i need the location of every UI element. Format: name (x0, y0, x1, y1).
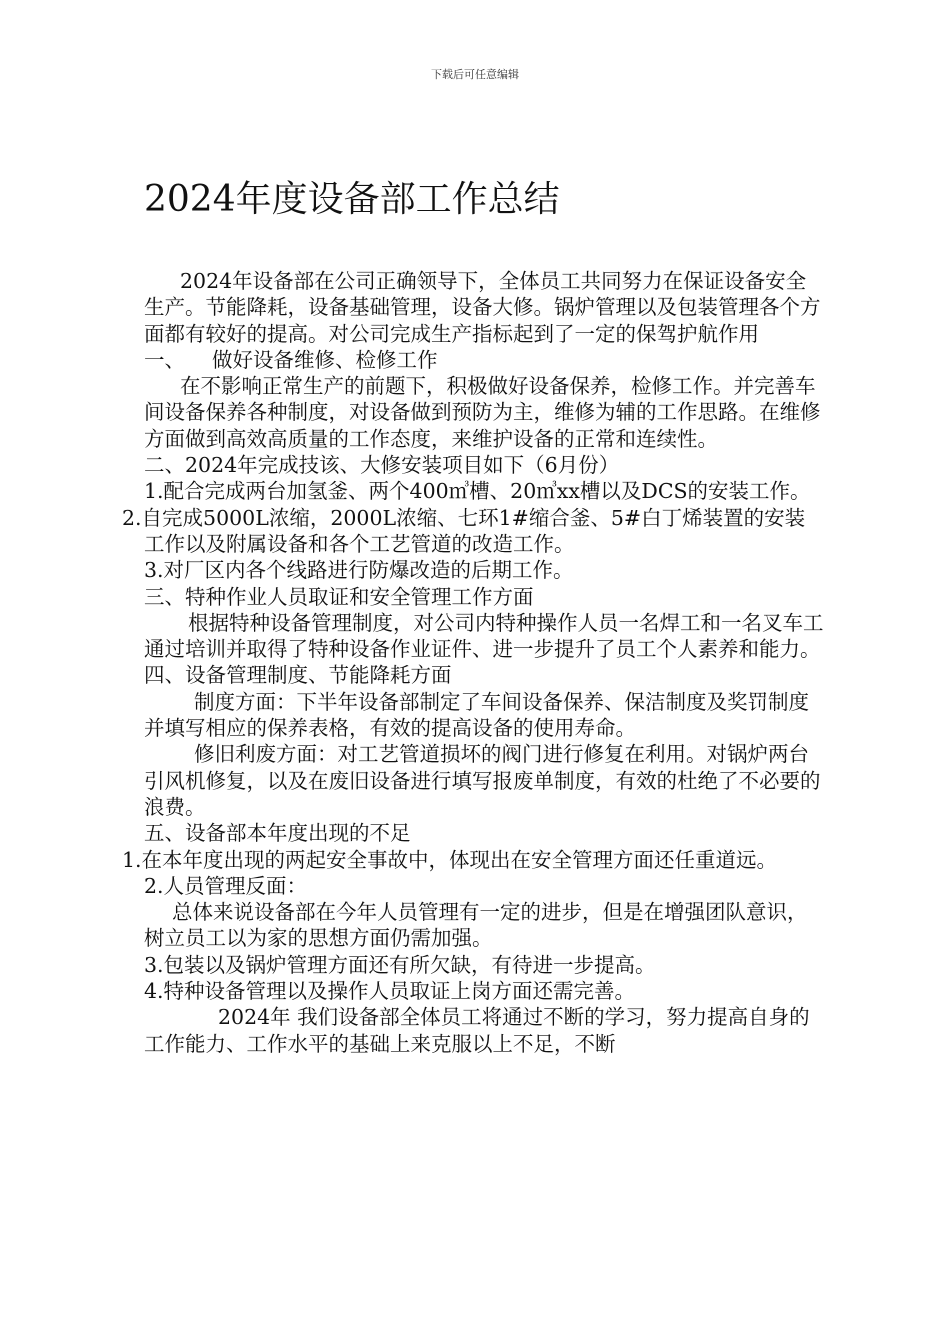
section-4-text-2: 修旧利废方面：对工艺管道损坏的阀门进行修复在利用。对锅炉两台引风机修复，以及在废旧设备进行填写报废单制度，有效的杜绝了不必要的浪费。 (144, 742, 821, 819)
section-5-item-4: 4.特种设备管理以及操作人员取证上岗方面还需完善。 (144, 979, 636, 1004)
section-2-item-3: 3.对厂区内各个线路进行防爆改造的后期工作。 (144, 558, 574, 583)
section-2-heading: 二、2024年完成技该、大修安装项目如下（6月份） (144, 453, 620, 478)
section-4-heading: 四、设备管理制度、节能降耗方面 (144, 663, 452, 688)
page-header-note: 下载后可任意编辑 (431, 68, 519, 81)
section-5-item-2-text: 总体来说设备部在今年人员管理有一定的进步，但是在增强团队意识，树立员工以为家的思想方面仍需加强。 (144, 900, 808, 951)
section-1-number: 一、 (144, 347, 185, 372)
section-5-item-3: 3.包装以及锅炉管理方面还有所欠缺，有待进一步提高。 (144, 952, 656, 977)
section-2-item-1: 1.配合完成两台加氢釜、两个400㎥槽、20㎥xx槽以及DCS的安装工作。 (144, 479, 811, 504)
section-1-text: 在不影响正常生产的前题下，积极做好设备保养，检修工作。并完善车间设备保养各种制度，对设备做到预防为主，维修为辅的工作思路。在维修方面做到高效高质量的工作态度，来维护设备的正常和连续性。 (144, 374, 821, 451)
section-5-item-2: 2.人员管理反面： (144, 873, 308, 898)
section-5-heading: 五、设备部本年度出现的不足 (144, 821, 411, 846)
section-5-item-1: 1.在本年度出现的两起安全事故中，体现出在安全管理方面还任重道远。 (122, 847, 778, 872)
section-2-item-2: 2.自完成5000L浓缩，2000L浓缩、七环1#缩合釜、5#白丁烯装置的安装工作以及附属设备和各个工艺管道的改造工作。 (122, 505, 806, 556)
document-title: 2024年度设备部工作总结 (144, 179, 560, 220)
document-body (122, 268, 824, 1057)
section-4-text-1: 制度方面：下半年设备部制定了车间设备保养、保洁制度及奖罚制度并填写相应的保养表格，有效的提高设备的使用寿命。 (144, 689, 809, 741)
section-3-text: 根据特种设备管理制度，对公司内特种操作人员一名焊工和一名叉车工通过培训并取得了特种设备作业证件、进一步提升了员工个人素养和能力。 (144, 610, 824, 662)
section-1-heading (144, 347, 824, 373)
section-3-heading: 三、特种作业人员取证和安全管理工作方面 (144, 584, 534, 609)
closing-paragraph: 2024年 我们设备部全体员工将通过不断的学习，努力提高自身的工作能力、工作水平的基础上来克服以上不足，不断 (144, 1005, 810, 1056)
intro-paragraph: 2024年设备部在公司正确领导下，全体员工共同努力在保证设备安全生产。节能降耗，设备基础管理，设备大修。锅炉管理以及包装管理各个方面都有较好的提高。对公司完成生产指标起到了一定的保驾护航作用 (144, 269, 821, 346)
section-1-title: 做好设备维修、检修工作 (212, 347, 438, 372)
